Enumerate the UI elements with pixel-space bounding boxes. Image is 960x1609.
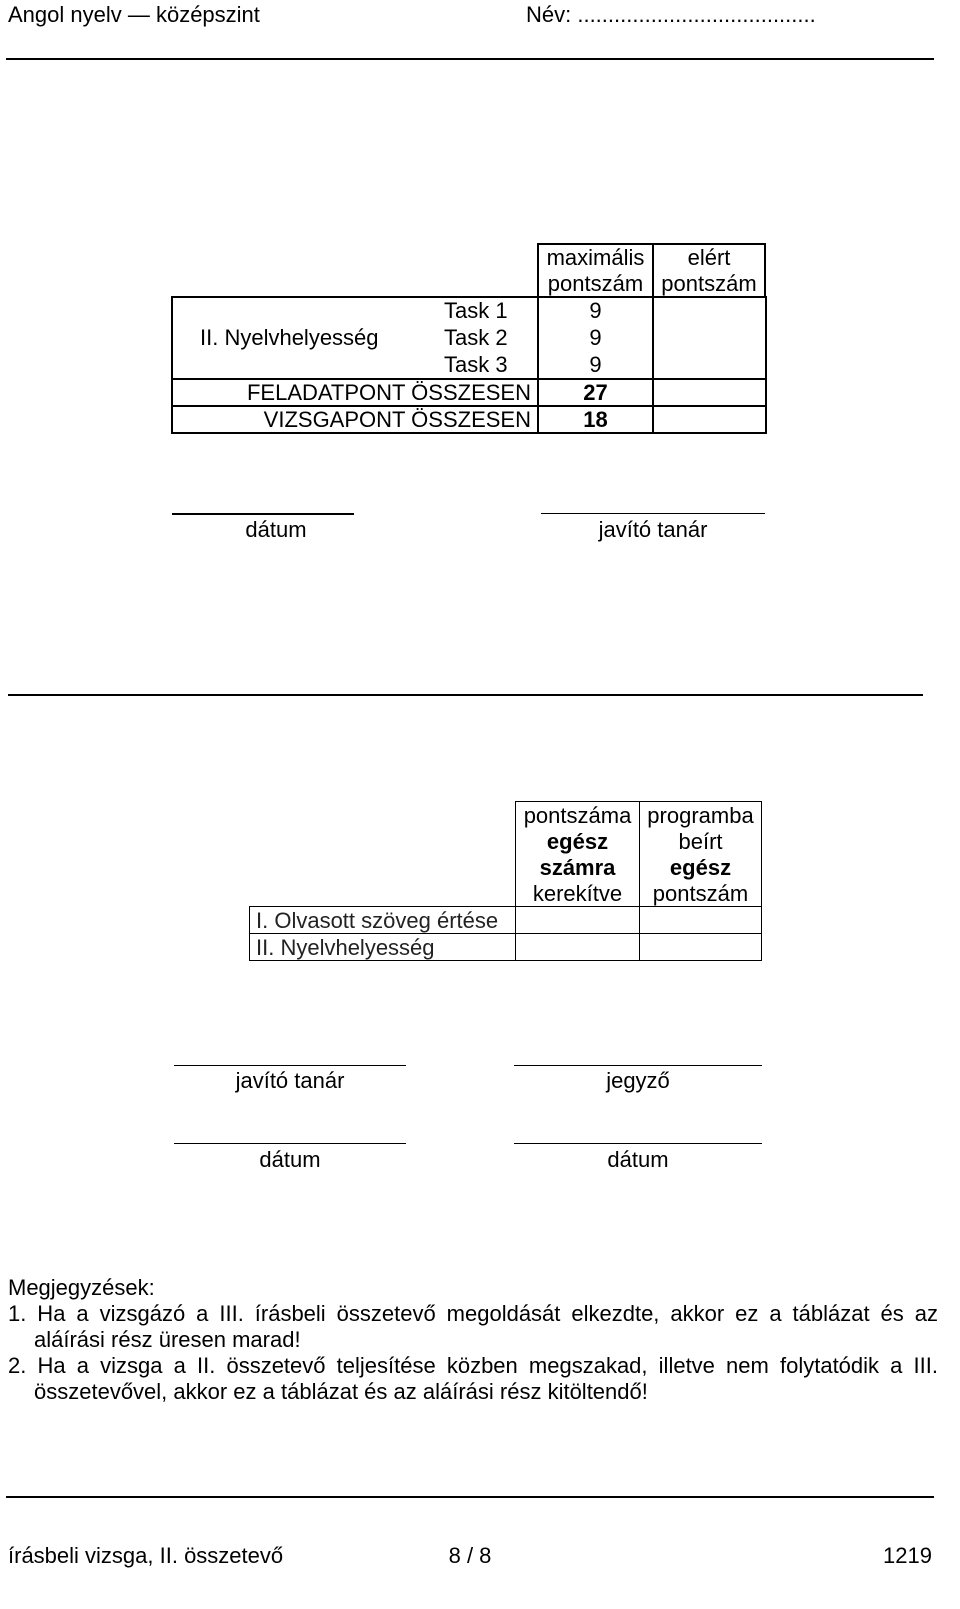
section-label: II. Nyelvhelyesség: [200, 325, 379, 350]
note-1-line-1: 1. Ha a vizsgázó a III. írásbeli összetevő megoldását elkezdte, akkor ez a táblázat és az: [8, 1301, 938, 1326]
section-separator: [8, 694, 923, 696]
col-achieved-header: elért pontszám: [652, 243, 766, 298]
teacher-signature-line: [541, 513, 765, 514]
total-task-max: 27: [583, 380, 608, 405]
tasks-col-divider2: [652, 296, 654, 380]
registrar-label: jegyző: [606, 1068, 670, 1093]
teacher-label: javító tanár: [598, 517, 708, 542]
date-label-left: dátum: [259, 1147, 321, 1172]
footer-rule: [6, 1496, 934, 1498]
total-exam-label: VIZSGAPONT ÖSSZESEN: [263, 407, 531, 432]
total-exam-max: 18: [583, 407, 608, 432]
note-2-line-1: 2. Ha a vizsga a II. összetevő teljesítése közben megszakad, illetve nem folytatódik a III.: [8, 1353, 938, 1378]
summary-col-divider2: [639, 906, 640, 961]
total-task-label: FELADATPONT ÖSSZESEN: [246, 380, 531, 405]
task-label: Task 3: [444, 352, 508, 377]
summary-col2-header: programba beírt egész pontszám: [639, 801, 762, 907]
header-rule: [6, 58, 934, 60]
date-label-right: dátum: [607, 1147, 669, 1172]
totals-col-divider2: [652, 378, 654, 434]
registrar-signature-line: [514, 1065, 762, 1066]
footer-code: 1219: [883, 1543, 932, 1568]
date-label: dátum: [245, 517, 307, 542]
task-label: Task 2: [444, 325, 508, 350]
summary-row-label: II. Nyelvhelyesség: [256, 935, 435, 960]
note-1-line-2: aláírási rész üresen marad!: [34, 1327, 301, 1352]
summary-row-label: I. Olvasott szöveg értése: [256, 908, 499, 933]
note-2-line-2: összetevővel, akkor ez a táblázat és az aláírási rész kitöltendő!: [34, 1379, 648, 1404]
task-label: Task 1: [444, 298, 508, 323]
teacher-label-2: javító tanár: [235, 1068, 345, 1093]
task-max: 9: [589, 298, 602, 323]
date-line-right: [514, 1143, 762, 1144]
footer-left: írásbeli vizsga, II. összetevő: [8, 1543, 284, 1568]
header-subject: Angol nyelv — középszint: [8, 2, 260, 27]
header-name-field: Név: .......................................: [526, 2, 816, 27]
footer-page-number: 8 / 8: [448, 1543, 492, 1568]
date-signature-line: [172, 513, 354, 515]
task-max: 9: [589, 352, 602, 377]
notes-title: Megjegyzések:: [8, 1275, 155, 1300]
task-max: 9: [589, 325, 602, 350]
summary-col1-header: pontszáma egész számra kerekítve: [515, 801, 640, 907]
col-max-header: maximális pontszám: [537, 243, 654, 298]
summary-col-divider: [515, 906, 516, 961]
date-line-left: [174, 1143, 406, 1144]
teacher-signature-line-2: [174, 1065, 406, 1066]
